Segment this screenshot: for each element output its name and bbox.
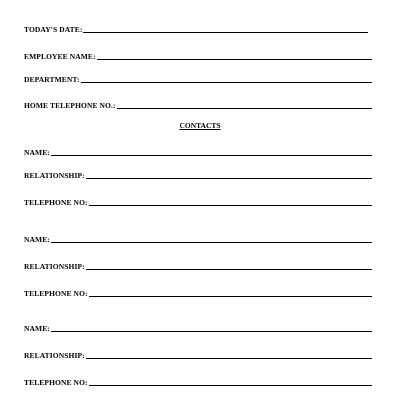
contact-2-name-field[interactable] [24,236,372,244]
contact-2-telephone-label: TELEPHONE NO: [24,289,88,298]
contact-2-name-label: NAME: [24,235,50,244]
department-input-line[interactable] [81,82,372,83]
contact-3-relationship-label: RELATIONSHIP: [24,351,85,360]
contact-3-telephone-input-line[interactable] [89,385,372,386]
contacts-heading-text: CONTACTS [179,121,221,130]
contact-1-name-input-line[interactable] [51,155,372,156]
todays-date-label: TODAY'S DATE: [24,25,83,34]
contact-1-telephone-field[interactable] [24,199,372,207]
home-telephone-input-line[interactable] [117,108,372,109]
contact-2-telephone-input-line[interactable] [89,296,372,297]
contact-3-name-input-line[interactable] [51,331,372,332]
department-field[interactable] [24,76,372,84]
contact-3-telephone-field[interactable] [24,379,372,387]
contact-1-relationship-label: RELATIONSHIP: [24,171,85,180]
todays-date-input-line[interactable] [83,32,368,33]
employee-name-label: EMPLOYEE NAME: [24,52,96,61]
contact-1-telephone-input-line[interactable] [89,205,372,206]
contact-2-relationship-field[interactable] [24,263,372,271]
contact-2-name-input-line[interactable] [51,242,372,243]
contact-2-telephone-field[interactable] [24,290,372,298]
contact-1-relationship-input-line[interactable] [86,178,372,179]
contact-2-relationship-input-line[interactable] [86,269,372,270]
contact-3-relationship-input-line[interactable] [86,358,372,359]
contact-1-telephone-label: TELEPHONE NO: [24,198,88,207]
contact-1-name-field[interactable] [24,149,372,157]
department-label: DEPARTMENT: [24,75,80,84]
contact-1-relationship-field[interactable] [24,172,372,180]
todays-date-field[interactable] [24,26,368,34]
contact-1-name-label: NAME: [24,148,50,157]
contact-3-name-field[interactable] [24,325,372,333]
contact-3-name-label: NAME: [24,324,50,333]
home-telephone-field[interactable] [24,102,372,110]
contact-3-telephone-label: TELEPHONE NO: [24,378,88,387]
employee-name-field[interactable] [24,53,372,61]
contact-2-relationship-label: RELATIONSHIP: [24,262,85,271]
contact-3-relationship-field[interactable] [24,352,372,360]
contacts-heading [0,121,400,130]
employee-name-input-line[interactable] [97,59,372,60]
home-telephone-label: HOME TELEPHONE NO.: [24,101,116,110]
